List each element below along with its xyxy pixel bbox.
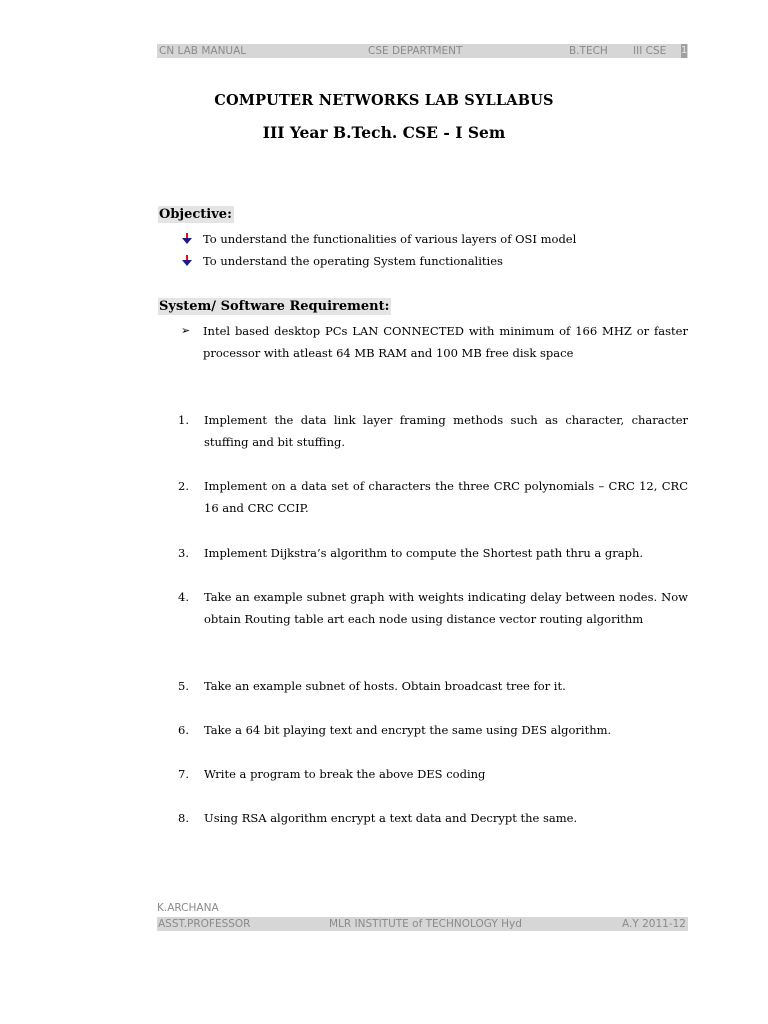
objective-item: [181, 231, 576, 247]
list-item: [178, 542, 688, 564]
header-branch: III CSE: [633, 45, 667, 57]
objective-item-text: To understand the operating System functionalities: [203, 254, 503, 268]
footer-designation: ASST.PROFESSOR: [158, 918, 251, 930]
list-item-number: 6.: [178, 723, 189, 737]
requirements-text: Intel based desktop PCs LAN CONNECTED with minimum of 166 MHZ or faster processor with atleast 64 MB RAM and 100 MB free disk space: [203, 324, 688, 360]
list-item-number: 5.: [178, 679, 189, 693]
list-item-text: Implement Dijkstra’s algorithm to compute the Shortest path thru a graph.: [204, 546, 644, 560]
requirements-item: [181, 320, 688, 364]
list-item: [178, 719, 688, 741]
header-manual-title: CN LAB MANUAL: [159, 45, 247, 57]
list-item-text: Take an example subnet of hosts. Obtain broadcast tree for it.: [204, 679, 566, 693]
list-item: [178, 763, 688, 785]
list-item: [178, 807, 688, 829]
list-item-number: 7.: [178, 767, 189, 781]
objective-item: [181, 253, 503, 269]
list-item-text: Implement on a data set of characters the three CRC polynomials – CRC 12, CRC 16 and CRC CCIP.: [204, 479, 688, 515]
header-degree: B.TECH: [569, 45, 608, 57]
list-item-number: 8.: [178, 811, 189, 825]
list-item-text: Take an example subnet graph with weights indicating delay between nodes. Now obtain Routing table art each node using distance vector routing algorithm: [204, 590, 688, 626]
list-item: [178, 409, 688, 453]
header-page-number: 1: [681, 45, 688, 56]
list-item-number: 1.: [178, 413, 189, 427]
list-item: [178, 475, 688, 519]
arrow-bullet-icon: ➢: [181, 324, 191, 337]
footer-institute: MLR INSTITUTE of TECHNOLOGY Hyd: [329, 918, 522, 930]
footer-author-name: K.ARCHANA: [157, 902, 219, 914]
list-item-text: Take a 64 bit playing text and encrypt the same using DES algorithm.: [204, 723, 612, 737]
list-item-number: 4.: [178, 590, 189, 604]
page-header: [157, 44, 688, 58]
requirements-heading: System/ Software Requirement:: [159, 299, 390, 314]
list-item-text: Write a program to break the above DES coding: [204, 767, 486, 781]
arrow-down-bullet-icon: [181, 233, 193, 245]
list-item-text: Implement the data link layer framing methods such as character, character stuffing and bit stuffing.: [204, 413, 688, 449]
document-subtitle: III Year B.Tech. CSE - I Sem: [262, 123, 506, 142]
list-item: [178, 675, 688, 697]
list-item-number: 3.: [178, 546, 189, 560]
footer-academic-year: A.Y 2011-12: [622, 918, 686, 930]
objective-item-text: To understand the functionalities of various layers of OSI model: [203, 232, 577, 246]
list-item: [178, 586, 688, 630]
document-title: COMPUTER NETWORKS LAB SYLLABUS: [214, 92, 554, 109]
arrow-down-bullet-icon: [181, 255, 193, 267]
list-item-text: Using RSA algorithm encrypt a text data and Decrypt the same.: [204, 811, 578, 825]
header-department: CSE DEPARTMENT: [368, 45, 463, 57]
objective-heading: Objective:: [159, 207, 232, 222]
list-item-number: 2.: [178, 479, 189, 493]
page-footer: [157, 917, 688, 931]
